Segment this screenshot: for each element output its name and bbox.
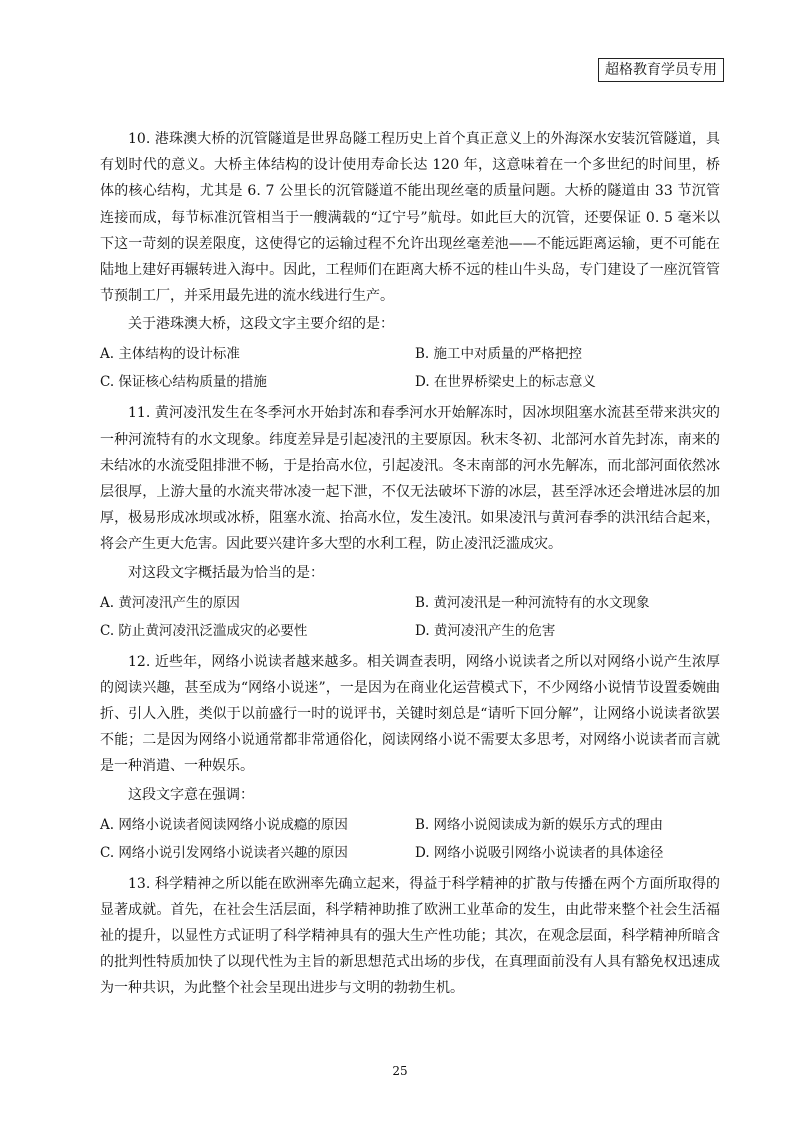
option-a: A. 主体结构的设计标准 — [100, 346, 240, 363]
question-13-passage: 13. 科学精神之所以能在欧洲率先确立起来，得益于科学精神的扩散与传播在两个方面所取得的显著成就。首先，在社会生活层面，科学精神助推了欧洲工业革命的发生，由此带来整个社会生活福祉的提升，以显性方式证明了科学精神具有的强大生产性功能；其次，在观念层面，科学精神所暗含的批判性特质加快了以现代性为主旨的新思想范式出场的步伐，在真理面前没有人具有豁免权迅速成为一种共识，为此整个社会呈现出进步与文明的勃勃生机。 — [100, 875, 720, 997]
question-12-prompt: 这段文字意在强调： — [128, 786, 254, 803]
question-12-passage: 12. 近些年，网络小说读者越来越多。相关调查表明，网络小说读者之所以对网络小说产生浓厚的阅读兴趣，甚至成为“网络小说迷”，一是因为在商业化运营模式下，不少网络小说情节设置委婉曲折、引人入胜，类似于以前盛行一时的说评书，关键时刻总是“请听下回分解”，让网络小说读者欲罢不能；二是因为网络小说通常都非常通俗化，阅读网络小说不需要太多思考，对网络小说读者而言就是一种消遣、一种娱乐。 — [100, 653, 720, 775]
option-c: C. 防止黄河凌汛泛滥成灾的必要性 — [100, 622, 308, 639]
question-11-options — [100, 589, 720, 645]
question-10-prompt: 关于港珠澳大桥，这段文字主要介绍的是： — [128, 316, 394, 333]
question-11-passage: 11. 黄河凌汛发生在冬季河水开始封冻和春季河水开始解冻时，因冰坝阻塞水流甚至带来洪灾的一种河流特有的水文现象。纬度差异是引起凌汛的主要原因。秋末冬初、北部河水首先封冻，南来的未结冰的水流受阻排泄不畅，于是抬高水位，引起凌汛。冬末南部的河水先解冻，而北部河面依然冰层很厚，上游大量的水流夹带冰凌一起下泄，不仅无法破坏下游的冰层，甚至浮冰还会增进冰层的加厚，极易形成冰坝或冰桥，阻塞水流、抬高水位，发生凌汛。如果凌汛与黄河春季的洪汛结合起来，将会产生更大危害。因此要兴建许多大型的水利工程，防止凌汛泛滥成灾。 — [100, 405, 720, 553]
option-a: A. 黄河凌汛产生的原因 — [100, 594, 240, 611]
option-b: B. 网络小说阅读成为新的娱乐方式的理由 — [415, 816, 664, 833]
header-tag: 超格教育学员专用 — [598, 58, 724, 82]
question-10-options — [100, 340, 720, 396]
question-12-options — [100, 811, 720, 867]
page-number: 25 — [392, 1064, 408, 1078]
option-a: A. 网络小说读者阅读网络小说成瘾的原因 — [100, 816, 348, 833]
option-d: D. 网络小说吸引网络小说读者的具体途径 — [415, 844, 664, 861]
option-b: B. 施工中对质量的严格把控 — [415, 346, 583, 363]
question-10-passage: 10. 港珠澳大桥的沉管隧道是世界岛隧工程历史上首个真正意义上的外海深水安装沉管隧道，具有划时代的意义。大桥主体结构的设计使用寿命长达 120 年，这意味着在一个多世纪的时间里，桥体的核心结构，尤其是 6. 7 公里长的沉管隧道不能出现丝毫的质量问题。大桥的隧道由 33 节沉管连接而成，每节标准沉管相当于一艘满载的“辽宁号”航母。如此巨大的沉管，还要保证 0. 5 毫米以下这一苛刻的误差限度，这使得它的运输过程不允许出现丝毫差池——不能远距离运输，更不可能在陆地上建好再辗转进入海中。因此，工程师们在距离大桥不远的桂山牛头岛，专门建设了一座沉管管节预制工厂，并采用最先进的流水线进行生产。 — [100, 131, 720, 305]
page-content — [100, 126, 720, 1002]
option-d: D. 黄河凌汛产生的危害 — [415, 622, 556, 639]
option-c: C. 网络小说引发网络小说读者兴趣的原因 — [100, 844, 348, 861]
option-d: D. 在世界桥梁史上的标志意义 — [415, 374, 596, 391]
option-b: B. 黄河凌汛是一种河流特有的水文现象 — [415, 594, 650, 611]
question-11-prompt: 对这段文字概括最为恰当的是： — [128, 564, 324, 581]
option-c: C. 保证核心结构质量的措施 — [100, 374, 267, 391]
